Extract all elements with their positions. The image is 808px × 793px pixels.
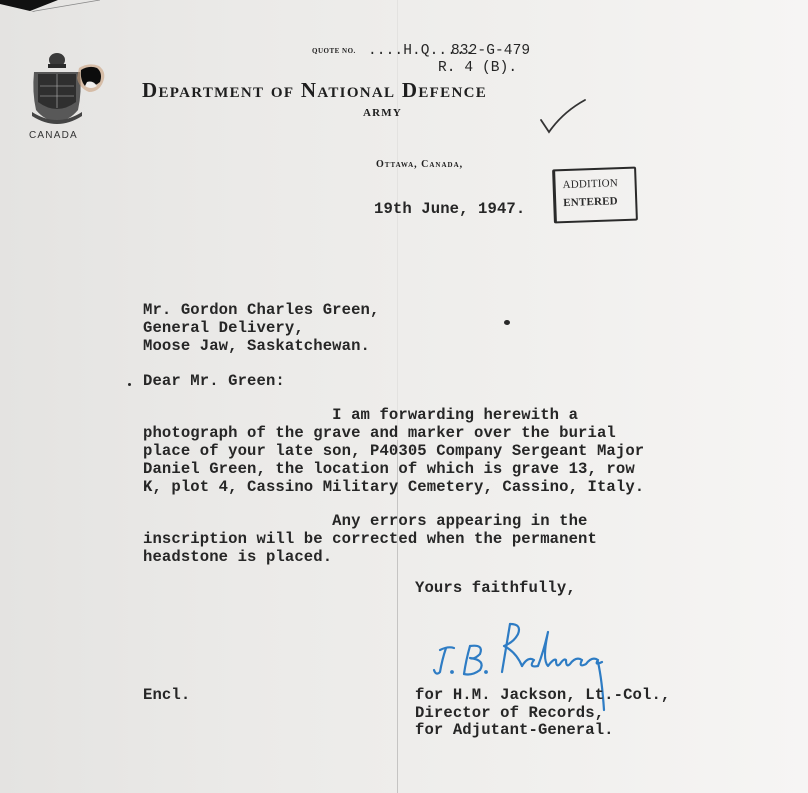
stamp-line-2: ENTERED [563,195,619,210]
check-mark-icon [537,98,587,136]
crest-label: CANADA [29,130,78,141]
body-line: photograph of the grave and marker over the burial [143,424,616,442]
letter-date: 19th June, 1947. [374,200,526,218]
signatory-line-1: for H.M. Jackson, Lt.-Col., [415,686,671,704]
body-line: headstone is placed. [143,548,333,566]
enclosure-note: Encl. [143,686,191,704]
branch-label: ARMY [363,107,403,119]
ink-spot [128,383,131,386]
paper-burn-hole [75,62,107,96]
body-line: Any errors appearing in the [143,512,588,530]
quote-number-label: QUOTE NO. [312,47,356,55]
department-title: Department of National Defence [142,78,488,102]
recipient-address-line-1: General Delivery, [143,319,304,337]
addition-entered-stamp [552,167,638,224]
body-line: I am forwarding herewith a [143,406,579,424]
reference-number: 832-G-479 [451,43,531,59]
signatory-line-2: Director of Records, [415,704,605,722]
stamp-line-1: ADDITION [562,177,619,192]
signatory-line-3: for Adjutant-General. [415,721,614,739]
recipient-name: Mr. Gordon Charles Green, [143,301,380,319]
body-line: Daniel Green, the location of which is grave 13, row [143,460,635,478]
location-label: Ottawa, Canada, [376,159,464,170]
recipient-address-line-2: Moose Jaw, Saskatchewan. [143,337,370,355]
closing: Yours faithfully, [415,579,576,597]
torn-corner [0,0,100,12]
quote-dots: ....H.Q..... [368,43,474,59]
body-line: place of your late son, P40305 Company Sergeant Major [143,442,645,460]
ink-spot [504,320,510,325]
reference-sub: R. 4 (B). [438,60,518,76]
paper-fold-line [397,0,398,440]
body-line: K, plot 4, Cassino Military Cemetery, Cassino, Italy. [143,478,645,496]
body-line: inscription will be corrected when the permanent [143,530,597,548]
salutation: Dear Mr. Green: [143,372,285,390]
